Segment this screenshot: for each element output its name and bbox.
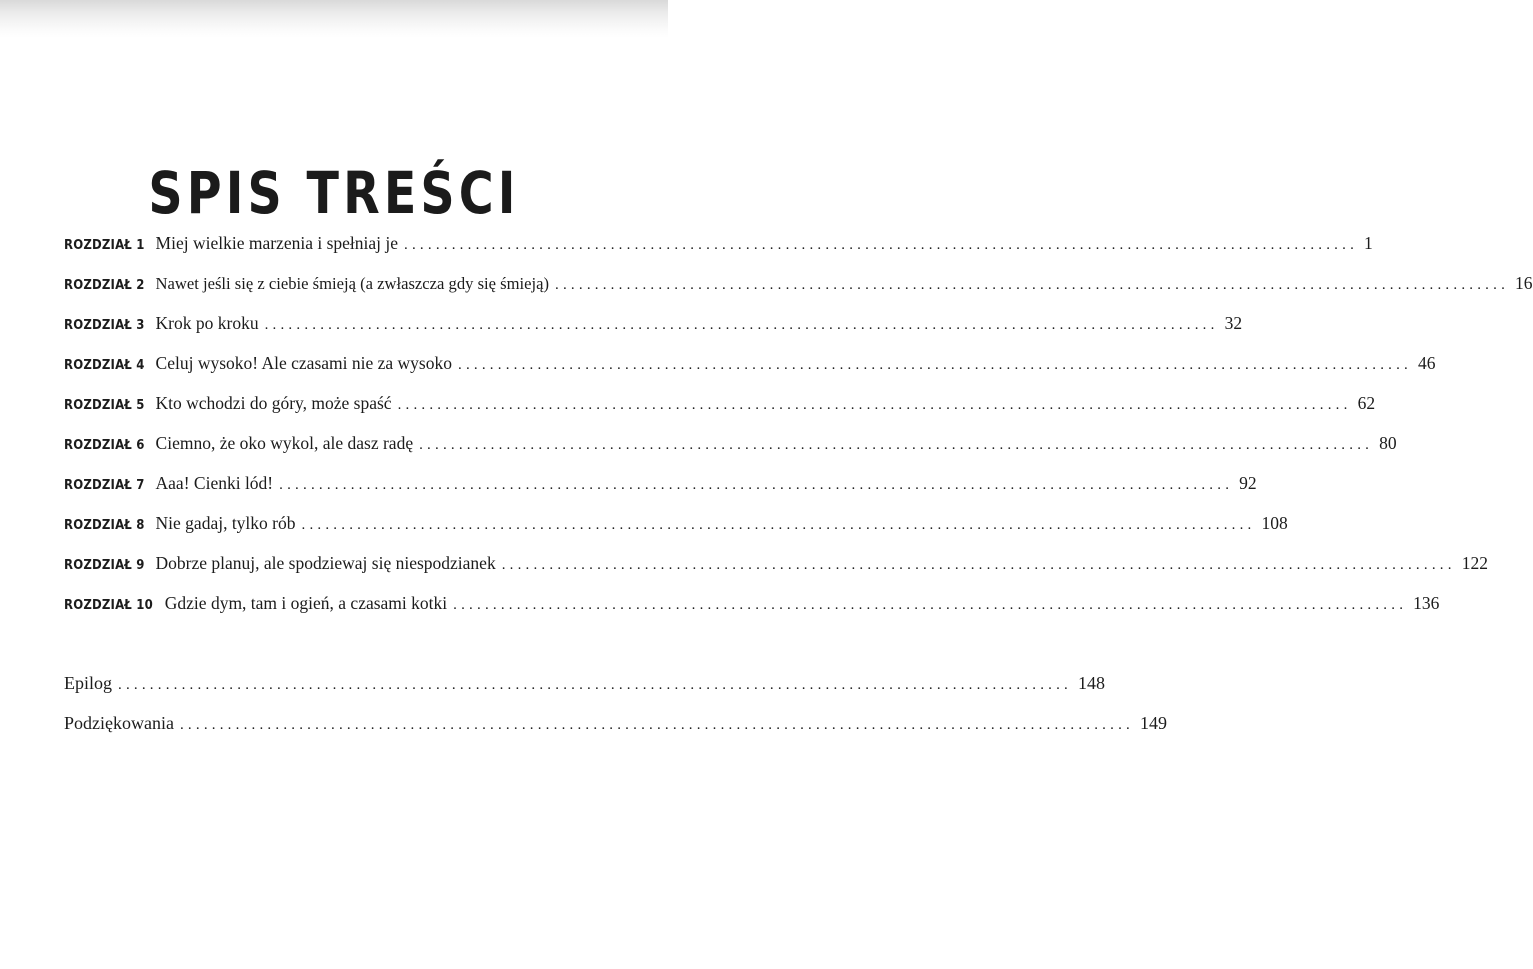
back-matter-title: Epilog bbox=[64, 673, 112, 693]
chapter-title: Miej wielkie marzenia i spełniaj je bbox=[155, 233, 399, 253]
toc-row-chapter-5[interactable] bbox=[64, 386, 1376, 426]
dot-leader: ........................................................................................................................ bbox=[279, 477, 1234, 493]
page-number: 46 bbox=[1418, 353, 1436, 373]
chapter-title: Celuj wysoko! Ale czasami nie za wysoko bbox=[155, 353, 452, 373]
toc-row-chapter-4[interactable] bbox=[64, 346, 1436, 386]
chapter-label: ROZDZIAŁ 3 bbox=[64, 318, 145, 333]
chapter-label: ROZDZIAŁ 5 bbox=[64, 398, 145, 413]
toc-row-chapter-10[interactable] bbox=[64, 586, 1440, 626]
dot-leader: ........................................................................................................................ bbox=[397, 397, 1352, 413]
toc-row-chapter-8[interactable] bbox=[64, 506, 1288, 546]
page-number: 148 bbox=[1078, 673, 1105, 693]
toc-row-epilog[interactable] bbox=[64, 666, 1105, 706]
toc-row-chapter-6[interactable] bbox=[64, 426, 1397, 466]
chapter-label: ROZDZIAŁ 10 bbox=[64, 598, 153, 613]
chapter-label: ROZDZIAŁ 4 bbox=[64, 358, 145, 373]
page-number: 92 bbox=[1239, 473, 1257, 493]
page-number: 122 bbox=[1461, 553, 1488, 573]
chapter-title: Kto wchodzi do góry, może spaść bbox=[155, 393, 392, 413]
dot-leader: ........................................................................................................................ bbox=[501, 557, 1456, 573]
toc-row-chapter-2[interactable] bbox=[64, 266, 1533, 306]
chapter-title: Nawet jeśli się z ciebie śmieją (a zwłaszcza gdy się śmieją) bbox=[155, 274, 550, 293]
chapter-label: ROZDZIAŁ 6 bbox=[64, 438, 145, 453]
dot-leader: ........................................................................................................................ bbox=[419, 437, 1374, 453]
dot-leader: ........................................................................................................................ bbox=[301, 517, 1256, 533]
toc-row-chapter-1[interactable] bbox=[64, 226, 1373, 266]
page-number: 1 bbox=[1364, 233, 1373, 253]
chapter-title: Gdzie dym, tam i ogień, a czasami kotki bbox=[164, 593, 448, 613]
chapter-title: Aaa! Cienki lód! bbox=[155, 473, 274, 493]
page-number: 80 bbox=[1379, 433, 1397, 453]
toc-row-chapter-9[interactable] bbox=[64, 546, 1488, 586]
dot-leader: ........................................................................................................................ bbox=[118, 677, 1072, 693]
chapter-label: ROZDZIAŁ 1 bbox=[64, 238, 145, 253]
chapter-title: Ciemno, że oko wykol, ale dasz radę bbox=[155, 433, 414, 453]
back-matter-title: Podziękowania bbox=[64, 713, 174, 733]
dot-leader: ........................................................................................................................ bbox=[404, 237, 1359, 253]
chapter-label: ROZDZIAŁ 8 bbox=[64, 518, 145, 533]
page-title: SPIS TREŚCI bbox=[148, 158, 520, 227]
chapter-title: Nie gadaj, tylko rób bbox=[155, 513, 296, 533]
toc-row-chapter-7[interactable] bbox=[64, 466, 1257, 506]
page-number: 62 bbox=[1357, 393, 1376, 413]
toc-row-chapter-3[interactable] bbox=[64, 306, 1243, 346]
chapter-label: ROZDZIAŁ 7 bbox=[64, 478, 145, 493]
dot-leader: ........................................................................................................................ bbox=[453, 597, 1408, 613]
chapter-title: Dobrze planuj, ale spodziewaj się niespodzianek bbox=[155, 553, 496, 573]
table-of-contents bbox=[64, 226, 1533, 746]
dot-leader: ........................................................................................................................ bbox=[555, 277, 1510, 293]
page-number: 136 bbox=[1413, 593, 1440, 613]
chapter-label: ROZDZIAŁ 2 bbox=[64, 278, 145, 293]
page-top-shadow bbox=[0, 0, 668, 38]
page-number: 149 bbox=[1139, 713, 1167, 733]
dot-leader: ........................................................................................................................ bbox=[458, 357, 1412, 373]
toc-row-acknowledgements[interactable] bbox=[64, 706, 1167, 746]
chapter-label: ROZDZIAŁ 9 bbox=[64, 558, 145, 573]
page-number: 32 bbox=[1224, 313, 1243, 333]
dot-leader: ........................................................................................................................ bbox=[264, 317, 1219, 333]
page-number: 108 bbox=[1261, 513, 1288, 533]
section-spacer bbox=[64, 626, 606, 666]
dot-leader: ........................................................................................................................ bbox=[179, 717, 1134, 733]
chapter-title: Krok po kroku bbox=[155, 313, 259, 333]
page-number: 16 bbox=[1515, 273, 1533, 293]
